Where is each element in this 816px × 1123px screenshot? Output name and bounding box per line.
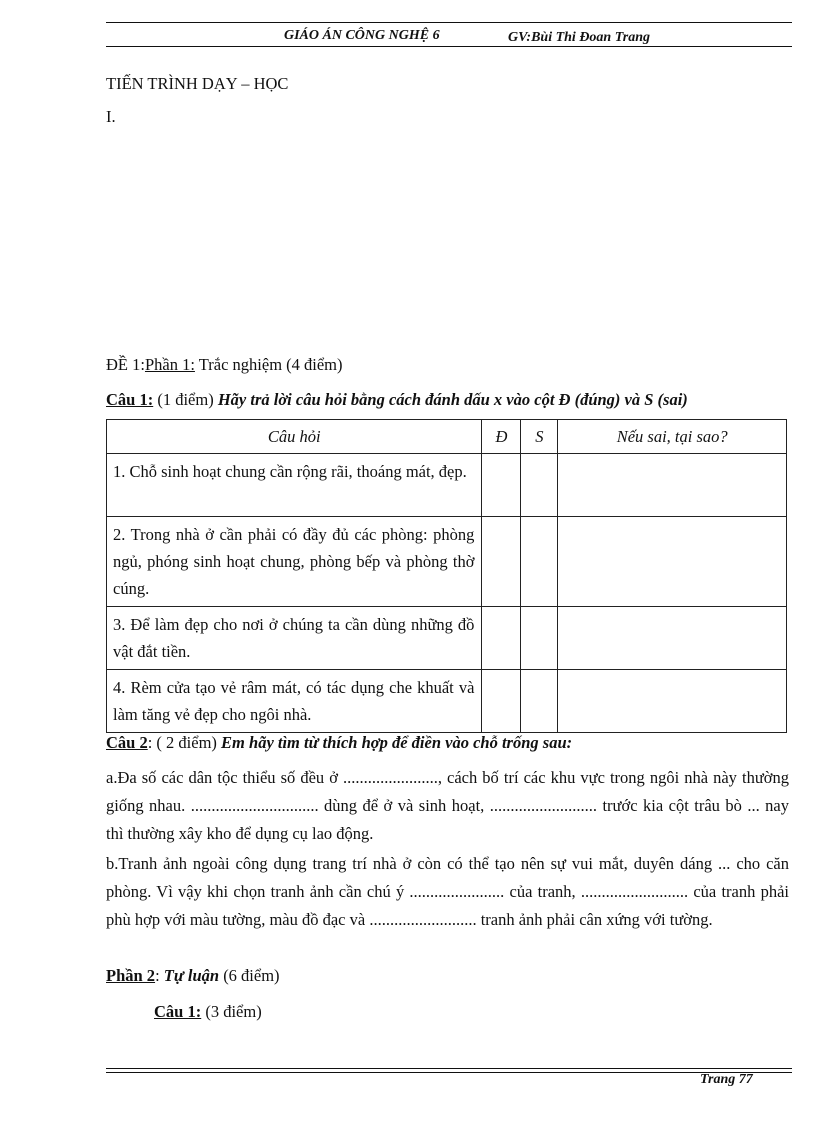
- answer-true-cell[interactable]: [482, 517, 521, 607]
- reason-cell[interactable]: [558, 607, 787, 670]
- page-header: [106, 24, 792, 46]
- table-row: [107, 607, 787, 670]
- col-header-false: S: [521, 420, 558, 454]
- q2-points: : ( 2 điểm): [147, 733, 222, 752]
- part2-q1-label: Câu 1:: [154, 1002, 202, 1021]
- q2-instruction: Em hãy tìm từ thích hợp để điền vào chỗ trống sau:: [221, 733, 573, 752]
- part2-q1-heading: [154, 1002, 262, 1022]
- question-cell: 4. Rèm cửa tạo vẻ râm mát, có tác dụng che khuất và làm tăng vẻ đẹp cho ngôi nhà.: [107, 670, 482, 733]
- header-teacher: GV:Bùi Thi Đoan Trang: [508, 30, 650, 45]
- section-title: TIẾN TRÌNH DẠY – HỌC: [106, 74, 289, 93]
- footer-rule-double: [106, 1072, 792, 1073]
- part2-colon: :: [155, 966, 164, 985]
- answer-false-cell[interactable]: [521, 454, 558, 517]
- table-header-row: [107, 420, 787, 454]
- part1-rest: Trắc nghiệm (4 điểm): [194, 355, 343, 374]
- table-row: [107, 454, 787, 517]
- reason-cell[interactable]: [558, 454, 787, 517]
- part2-q1-points: (3 điểm): [201, 1002, 262, 1021]
- part2-heading: [106, 966, 280, 986]
- answer-false-cell[interactable]: [521, 607, 558, 670]
- col-header-question: Câu hỏi: [107, 420, 482, 454]
- q2-label: Câu 2: [106, 733, 148, 752]
- answer-true-cell[interactable]: [482, 607, 521, 670]
- answer-false-cell[interactable]: [521, 517, 558, 607]
- part2-label: Phần 2: [106, 966, 156, 985]
- footer-rule: [106, 1068, 792, 1069]
- q2-heading: [106, 733, 572, 753]
- q1-label: Câu 1:: [106, 390, 154, 409]
- col-header-reason: Nếu sai, tại sao?: [558, 420, 787, 454]
- table-row: [107, 517, 787, 607]
- header-title: GIÁO ÁN CÔNG NGHỆ 6: [284, 28, 440, 43]
- fill-blank-paragraph-b: b.Tranh ảnh ngoài công dụng trang trí nhà ở còn có thể tạo nên sự vui mắt, duyên dáng ... cho căn phòng. Vì vậy khi chọn tranh ảnh cần chú ý ....................... của tranh, .......................... của tranh phải phù hợp với màu tường, màu đồ đạc và .......................... tranh ảnh phải cân xứng với tường.: [106, 854, 789, 929]
- reason-cell[interactable]: [558, 670, 787, 733]
- q1-instruction: Hãy trả lời câu hỏi bằng cách đánh dấu x vào cột Đ (đúng) và S (sai): [217, 390, 688, 409]
- exam-prefix: ĐỀ 1:: [106, 355, 145, 374]
- q1-points: (1 điểm): [153, 390, 218, 409]
- answer-true-cell[interactable]: [482, 454, 521, 517]
- question-cell: 2. Trong nhà ở cần phải có đầy đủ các phòng: phòng ngủ, phóng sinh hoạt chung, phòng bếp và phòng thờ cúng.: [107, 517, 482, 607]
- question-cell: 3. Để làm đẹp cho nơi ở chúng ta cần dùng những đồ vật đắt tiền.: [107, 607, 482, 670]
- part1-heading: [106, 355, 343, 375]
- q1-heading: [106, 390, 688, 410]
- page-number: Trang 77: [700, 1072, 753, 1087]
- roman-one: I.: [106, 107, 116, 126]
- header-bottom-rule: [106, 46, 792, 47]
- part1-label: Phần 1:: [144, 355, 195, 374]
- part2-title: Tự luận: [163, 966, 220, 985]
- answer-true-cell[interactable]: [482, 670, 521, 733]
- question-table: [106, 419, 787, 733]
- part2-points: (6 điểm): [219, 966, 280, 985]
- fill-blank-paragraph-a: a.Đa số các dân tộc thiểu số đều ở ......................., cách bố trí các khu vực trong ngôi nhà này thường giống nhau. ............................... dùng để ở và sinh hoạt, .......................... trước kia cột trâu bò ... nay thì thường xây kho để dụng cụ lao động.: [106, 768, 789, 843]
- reason-cell[interactable]: [558, 517, 787, 607]
- col-header-true: Đ: [482, 420, 521, 454]
- table-row: [107, 670, 787, 733]
- header-rule: [106, 22, 792, 23]
- question-cell: 1. Chỗ sinh hoạt chung cần rộng rãi, thoáng mát, đẹp.: [107, 454, 482, 517]
- answer-false-cell[interactable]: [521, 670, 558, 733]
